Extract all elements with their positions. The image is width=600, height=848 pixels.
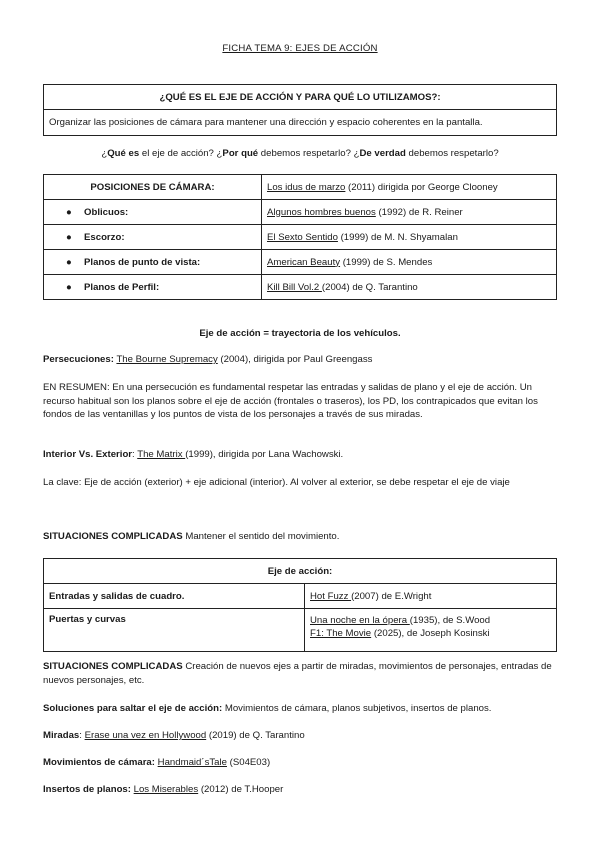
interior-line: Interior Vs. Exterior: The Matrix (1999), dirigida por Lana Wachowski. — [43, 449, 344, 460]
document-title: FICHA TEMA 9: EJES DE ACCIÓN — [222, 43, 378, 54]
section-title: Eje de acción = trayectoria de los vehículos. — [199, 328, 401, 339]
table-row: Puertas y curvas Una noche en la ópera (1935), de S.Wood F1: The Movie (2025), de Joseph Kosinski — [44, 609, 557, 652]
insertos-line: Insertos de planos: Los Miserables (2012) de T.Hooper — [43, 784, 284, 795]
table-row: ● Planos de Perfil: Kill Bill Vol.2 (2004) de Q. Tarantino — [44, 275, 557, 300]
bullet-icon: ● — [66, 256, 72, 268]
definition-body: Organizar las posiciones de cámara para mantener una dirección y espacio coherentes en la pantalla. — [44, 110, 557, 136]
situaciones-line-1: SITUACIONES COMPLICADAS Mantener el sentido del movimiento. — [43, 531, 340, 542]
eje-table-header: Eje de acción: — [44, 559, 557, 584]
table-row: ● Planos de punto de vista: American Beauty (1999) de S. Mendes — [44, 250, 557, 275]
table-row: ● Escorzo: El Sexto Sentido (1999) de M. N. Shyamalan — [44, 225, 557, 250]
table-row: Entradas y salidas de cuadro. Hot Fuzz (2007) de E.Wright — [44, 584, 557, 609]
definition-heading: ¿QUÉ ES EL EJE DE ACCIÓN Y PARA QUÉ LO UTILIZAMOS?: — [44, 85, 557, 110]
table-row — [44, 559, 557, 584]
positions-header-film: Los idus de marzo (2011) dirigida por George Clooney — [262, 175, 557, 200]
table-row: ● Oblicuos: Algunos hombres buenos (1992) de R. Reiner — [44, 200, 557, 225]
positions-header: POSICIONES DE CÁMARA: — [44, 175, 262, 200]
miradas-line: Miradas: Erase una vez en Hollywood (2019) de Q. Tarantino — [43, 730, 305, 741]
camera-positions-table — [43, 174, 557, 300]
clave-paragraph: La clave: Eje de acción (exterior) + eje adicional (interior). Al volver al exterior, se debe respetar el eje de viaje — [43, 477, 510, 488]
resumen-paragraph: EN RESUMEN: En una persecución es fundamental respetar las entradas y salidas de plano y el eje de acción. Un recurso habitual son los planos sobre el eje de acción (frontales o traseros), los PD, los contrapicados que evitan los fondos de las ventanillas y los puntos de vista de los personajes a través de sus miradas. — [43, 382, 538, 420]
bullet-icon: ● — [66, 206, 72, 218]
soluciones-line: Soluciones para saltar el eje de acción: Movimientos de cámara, planos subjetivos, insertos de planos. — [43, 703, 492, 714]
questions-line: ¿Qué es el eje de acción? ¿Por qué debemos respetarlo? ¿De verdad debemos respetarlo? — [101, 148, 499, 159]
bullet-icon: ● — [66, 231, 72, 243]
movimientos-line: Movimientos de cámara: Handmaid´sTale (S04E03) — [43, 757, 271, 768]
definition-box — [43, 84, 557, 136]
situaciones-line-2: SITUACIONES COMPLICADAS Creación de nuevos ejes a partir de miradas, movimientos de personajes, entradas de nuevos personajes, etc. — [43, 661, 552, 686]
eje-accion-table — [43, 558, 557, 652]
persecuciones-line: Persecuciones: The Bourne Supremacy (2004), dirigida por Paul Greengass — [43, 354, 373, 365]
bullet-icon: ● — [66, 281, 72, 293]
table-row — [44, 175, 557, 200]
